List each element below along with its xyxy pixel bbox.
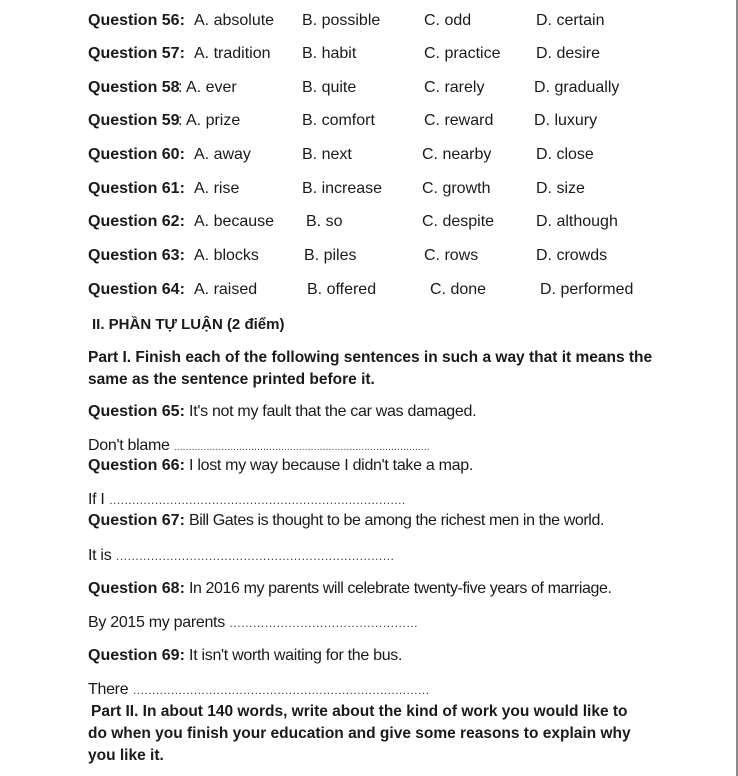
answer-blank[interactable]: ...................................................................................... — [173, 442, 430, 453]
option-c: C. done — [430, 281, 487, 298]
option-b: B. piles — [304, 247, 357, 264]
mcq-row-59 — [0, 112, 738, 134]
rewrite-question-68 — [88, 580, 612, 598]
answer-line-68[interactable] — [88, 614, 418, 632]
option-b: B. comfort — [302, 112, 375, 129]
question-label: Question 67: — [88, 512, 185, 529]
option-d: D. performed — [540, 281, 634, 298]
mcq-row-62 — [0, 213, 738, 235]
mcq-row-63 — [0, 247, 738, 269]
question-label: Question 58 — [88, 79, 180, 96]
answer-line-67[interactable] — [88, 547, 394, 565]
rewrite-question-66 — [88, 457, 473, 475]
answer-prompt: If I — [88, 491, 109, 508]
question-label: Question 57: — [88, 45, 185, 62]
mcq-row-58 — [0, 79, 738, 101]
question-label: Question 65: — [88, 403, 185, 420]
option-c: C. practice — [424, 45, 501, 62]
option-d: D. certain — [536, 12, 605, 29]
rewrite-question-65 — [88, 403, 476, 421]
part1-instruction: Part I. Finish each of the following sentences in such a way that it means the same as the sentence printed before it. — [88, 349, 653, 388]
option-b: B. habit — [302, 45, 357, 62]
question-label: Question 60: — [88, 146, 185, 163]
answer-blank[interactable]: …………………………………………………………………… — [132, 683, 429, 697]
rewrite-question-67 — [88, 512, 604, 530]
option-a: A. because — [194, 213, 275, 230]
answer-line-65[interactable] — [88, 437, 430, 455]
question-sentence: I lost my way because I didn't take a map. — [184, 457, 473, 474]
option-c: C. odd — [424, 12, 472, 29]
mcq-row-56 — [0, 12, 738, 34]
option-b: B. offered — [307, 281, 377, 298]
question-sentence: It isn't worth waiting for the bus. — [184, 647, 403, 664]
answer-line-69[interactable] — [88, 681, 429, 699]
option-a: A. tradition — [194, 45, 271, 62]
option-c: C. growth — [422, 180, 491, 197]
answer-prompt: Don't blame — [88, 437, 174, 454]
option-a: A. raised — [194, 281, 258, 298]
option-c: C. nearby — [422, 146, 492, 163]
answer-blank[interactable]: ………………………………………… — [229, 616, 418, 630]
option-a: A. rise — [194, 180, 240, 197]
question-sentence: Bill Gates is thought to be among the richest men in the world. — [184, 512, 604, 529]
answer-blank[interactable]: ……………………………………………………………… — [115, 549, 394, 563]
option-d: D. luxury — [534, 112, 598, 129]
rewrite-question-69 — [88, 647, 402, 665]
option-c: C. rows — [424, 247, 479, 264]
option-a: A. blocks — [194, 247, 259, 264]
option-d: D. close — [536, 146, 594, 163]
option-d: D. although — [536, 213, 618, 230]
question-label: Question 59 — [88, 112, 180, 129]
question-label: Question 62: — [88, 213, 185, 230]
question-label: Question 64: — [88, 281, 185, 298]
answer-blank[interactable]: …………………………………………………………………… — [108, 493, 406, 507]
option-b: B. so — [306, 213, 343, 230]
option-a: A. away — [194, 146, 251, 163]
option-b: B. next — [302, 146, 352, 163]
answer-prompt: It is — [88, 547, 116, 564]
option-a: : A. prize — [178, 112, 241, 129]
option-b: B. increase — [302, 180, 383, 197]
option-d: D. crowds — [536, 247, 608, 264]
question-label: Question 66: — [88, 457, 185, 474]
option-a: : A. ever — [178, 79, 237, 96]
answer-line-66[interactable] — [88, 491, 405, 509]
section-heading: II. PHẦN TỰ LUẬN (2 điểm) — [92, 316, 285, 333]
question-label: Question 68: — [88, 580, 185, 597]
mcq-row-57 — [0, 45, 738, 67]
part2-instruction: Part II. In about 140 words, write about the kind of work you would like to do when you finish your education and give some reasons to explain why you like it. — [88, 703, 631, 764]
mcq-row-60 — [0, 146, 738, 168]
question-label: Question 61: — [88, 180, 185, 197]
question-label: Question 63: — [88, 247, 185, 264]
answer-prompt: There — [88, 681, 133, 698]
mcq-row-61 — [0, 180, 738, 202]
option-d: D. desire — [536, 45, 601, 62]
question-sentence: In 2016 my parents will celebrate twenty-five years of marriage. — [184, 580, 612, 597]
question-sentence: It's not my fault that the car was damaged. — [184, 403, 477, 420]
option-d: D. gradually — [534, 79, 620, 96]
option-c: C. despite — [422, 213, 495, 230]
option-a: A. absolute — [194, 12, 275, 29]
question-label: Question 69: — [88, 647, 185, 664]
option-c: C. reward — [424, 112, 494, 129]
answer-prompt: By 2015 my parents — [88, 614, 230, 631]
question-label: Question 56: — [88, 12, 185, 29]
option-b: B. possible — [302, 12, 381, 29]
mcq-row-64 — [0, 281, 738, 303]
option-d: D. size — [536, 180, 585, 197]
option-c: C. rarely — [424, 79, 485, 96]
option-b: B. quite — [302, 79, 357, 96]
